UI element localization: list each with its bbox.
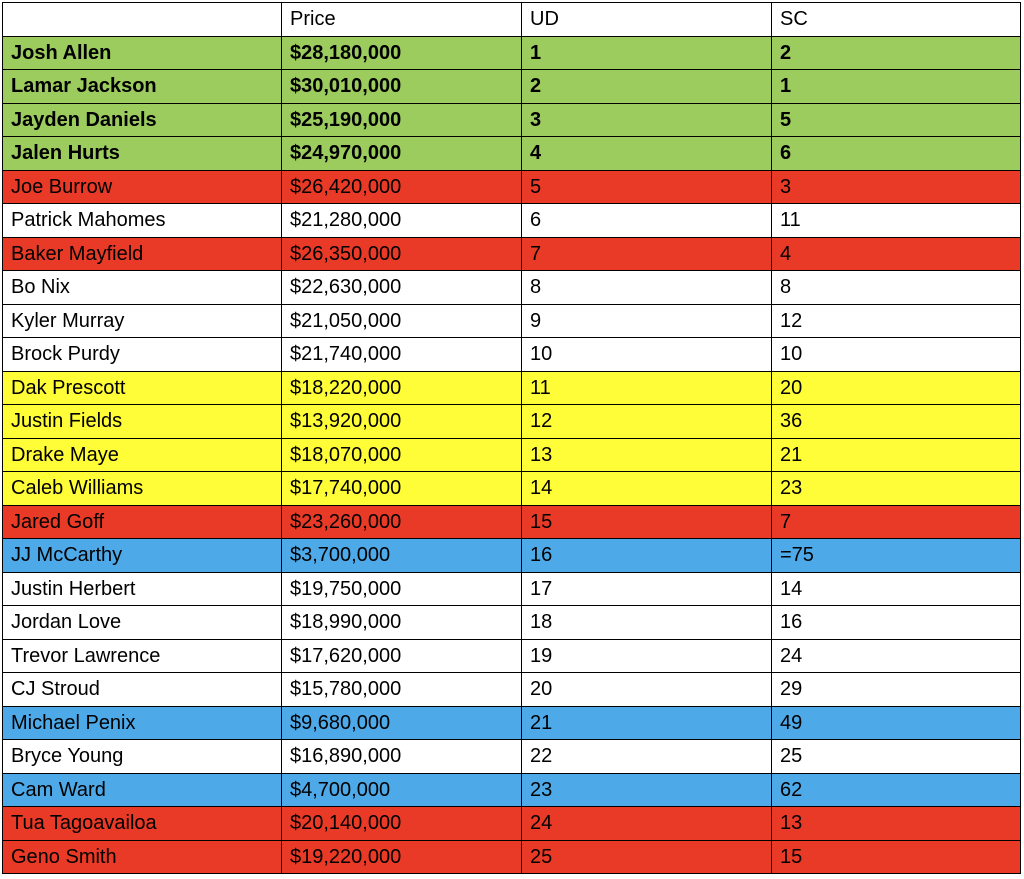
- cell-price[interactable]: $24,970,000: [282, 137, 522, 171]
- cell-sc-rank[interactable]: 16: [772, 606, 1021, 640]
- cell-ud-rank[interactable]: 7: [522, 237, 772, 271]
- cell-ud-rank[interactable]: 15: [522, 505, 772, 539]
- table-row: [3, 438, 1021, 472]
- cell-ud-rank[interactable]: 20: [522, 673, 772, 707]
- qb-price-rank-table: [2, 2, 1021, 874]
- cell-price[interactable]: $17,620,000: [282, 639, 522, 673]
- table-row: [3, 70, 1021, 104]
- cell-player-name[interactable]: Patrick Mahomes: [3, 204, 282, 238]
- table-row: [3, 807, 1021, 841]
- cell-sc-rank[interactable]: 8: [772, 271, 1021, 305]
- table-row: [3, 572, 1021, 606]
- cell-ud-rank[interactable]: 16: [522, 539, 772, 573]
- cell-ud-rank[interactable]: 6: [522, 204, 772, 238]
- cell-price[interactable]: $17,740,000: [282, 472, 522, 506]
- table-row: [3, 371, 1021, 405]
- cell-player-name[interactable]: Jordan Love: [3, 606, 282, 640]
- cell-sc-rank[interactable]: 29: [772, 673, 1021, 707]
- cell-player-name[interactable]: Justin Herbert: [3, 572, 282, 606]
- cell-price[interactable]: $21,740,000: [282, 338, 522, 372]
- cell-sc-rank[interactable]: 6: [772, 137, 1021, 171]
- cell-ud-rank[interactable]: 13: [522, 438, 772, 472]
- cell-sc-rank[interactable]: 11: [772, 204, 1021, 238]
- cell-ud-rank[interactable]: 8: [522, 271, 772, 305]
- cell-sc-rank[interactable]: =75: [772, 539, 1021, 573]
- cell-ud-rank[interactable]: 17: [522, 572, 772, 606]
- cell-sc-rank[interactable]: 15: [772, 840, 1021, 874]
- cell-price[interactable]: $26,420,000: [282, 170, 522, 204]
- cell-price[interactable]: $18,070,000: [282, 438, 522, 472]
- cell-price[interactable]: $18,220,000: [282, 371, 522, 405]
- cell-player-name[interactable]: Justin Fields: [3, 405, 282, 439]
- cell-player-name[interactable]: Jalen Hurts: [3, 137, 282, 171]
- table-row: [3, 840, 1021, 874]
- table-row: [3, 539, 1021, 573]
- table-row: [3, 405, 1021, 439]
- cell-ud-rank[interactable]: 25: [522, 840, 772, 874]
- header-cell-price[interactable]: Price: [282, 3, 522, 37]
- cell-sc-rank[interactable]: 3: [772, 170, 1021, 204]
- cell-price[interactable]: $22,630,000: [282, 271, 522, 305]
- cell-player-name[interactable]: Baker Mayfield: [3, 237, 282, 271]
- cell-player-name[interactable]: Bo Nix: [3, 271, 282, 305]
- header-cell-sc[interactable]: SC: [772, 3, 1021, 37]
- cell-ud-rank[interactable]: 4: [522, 137, 772, 171]
- cell-ud-rank[interactable]: 10: [522, 338, 772, 372]
- cell-ud-rank[interactable]: 2: [522, 70, 772, 104]
- cell-sc-rank[interactable]: 4: [772, 237, 1021, 271]
- cell-player-name[interactable]: Kyler Murray: [3, 304, 282, 338]
- cell-price[interactable]: $4,700,000: [282, 773, 522, 807]
- cell-ud-rank[interactable]: 19: [522, 639, 772, 673]
- table-row: [3, 103, 1021, 137]
- table-row: [3, 237, 1021, 271]
- cell-sc-rank[interactable]: 49: [772, 706, 1021, 740]
- cell-player-name[interactable]: Dak Prescott: [3, 371, 282, 405]
- cell-player-name[interactable]: CJ Stroud: [3, 673, 282, 707]
- table-row: [3, 773, 1021, 807]
- cell-player-name[interactable]: Michael Penix: [3, 706, 282, 740]
- cell-ud-rank[interactable]: 9: [522, 304, 772, 338]
- cell-player-name[interactable]: Lamar Jackson: [3, 70, 282, 104]
- cell-sc-rank[interactable]: 23: [772, 472, 1021, 506]
- cell-ud-rank[interactable]: 5: [522, 170, 772, 204]
- cell-price[interactable]: $23,260,000: [282, 505, 522, 539]
- cell-price[interactable]: $13,920,000: [282, 405, 522, 439]
- cell-player-name[interactable]: Trevor Lawrence: [3, 639, 282, 673]
- cell-price[interactable]: $28,180,000: [282, 36, 522, 70]
- table-row: [3, 505, 1021, 539]
- cell-sc-rank[interactable]: 1: [772, 70, 1021, 104]
- cell-price[interactable]: $16,890,000: [282, 740, 522, 774]
- cell-sc-rank[interactable]: 62: [772, 773, 1021, 807]
- cell-ud-rank[interactable]: 12: [522, 405, 772, 439]
- cell-ud-rank[interactable]: 24: [522, 807, 772, 841]
- cell-price[interactable]: $3,700,000: [282, 539, 522, 573]
- cell-sc-rank[interactable]: 13: [772, 807, 1021, 841]
- table-row: [3, 338, 1021, 372]
- cell-player-name[interactable]: JJ McCarthy: [3, 539, 282, 573]
- cell-price[interactable]: $19,750,000: [282, 572, 522, 606]
- cell-player-name[interactable]: Joe Burrow: [3, 170, 282, 204]
- cell-ud-rank[interactable]: 18: [522, 606, 772, 640]
- table-row: [3, 472, 1021, 506]
- table-row: [3, 606, 1021, 640]
- table-row: [3, 304, 1021, 338]
- cell-player-name[interactable]: Geno Smith: [3, 840, 282, 874]
- cell-player-name[interactable]: Brock Purdy: [3, 338, 282, 372]
- cell-price[interactable]: $19,220,000: [282, 840, 522, 874]
- table-row: [3, 204, 1021, 238]
- cell-player-name[interactable]: Jared Goff: [3, 505, 282, 539]
- cell-sc-rank[interactable]: 20: [772, 371, 1021, 405]
- cell-player-name[interactable]: Caleb Williams: [3, 472, 282, 506]
- cell-price[interactable]: $25,190,000: [282, 103, 522, 137]
- cell-ud-rank[interactable]: 21: [522, 706, 772, 740]
- cell-player-name[interactable]: Jayden Daniels: [3, 103, 282, 137]
- table-row: [3, 740, 1021, 774]
- cell-ud-rank[interactable]: 22: [522, 740, 772, 774]
- cell-sc-rank[interactable]: 12: [772, 304, 1021, 338]
- cell-price[interactable]: $18,990,000: [282, 606, 522, 640]
- cell-sc-rank[interactable]: 10: [772, 338, 1021, 372]
- cell-sc-rank[interactable]: 25: [772, 740, 1021, 774]
- table-row: [3, 639, 1021, 673]
- cell-ud-rank[interactable]: 14: [522, 472, 772, 506]
- cell-price[interactable]: $21,280,000: [282, 204, 522, 238]
- table-row: [3, 170, 1021, 204]
- cell-sc-rank[interactable]: 7: [772, 505, 1021, 539]
- cell-player-name[interactable]: Cam Ward: [3, 773, 282, 807]
- table-row: [3, 137, 1021, 171]
- header-cell-ud[interactable]: UD: [522, 3, 772, 37]
- cell-ud-rank[interactable]: 23: [522, 773, 772, 807]
- header-cell-name[interactable]: [3, 3, 282, 37]
- cell-price[interactable]: $30,010,000: [282, 70, 522, 104]
- cell-price[interactable]: $9,680,000: [282, 706, 522, 740]
- cell-player-name[interactable]: Josh Allen: [3, 36, 282, 70]
- cell-price[interactable]: $15,780,000: [282, 673, 522, 707]
- cell-player-name[interactable]: Drake Maye: [3, 438, 282, 472]
- cell-sc-rank[interactable]: 21: [772, 438, 1021, 472]
- header-row: [3, 3, 1021, 37]
- cell-ud-rank[interactable]: 11: [522, 371, 772, 405]
- cell-price[interactable]: $20,140,000: [282, 807, 522, 841]
- cell-price[interactable]: $21,050,000: [282, 304, 522, 338]
- cell-player-name[interactable]: Bryce Young: [3, 740, 282, 774]
- table-row: [3, 36, 1021, 70]
- cell-player-name[interactable]: Tua Tagoavailoa: [3, 807, 282, 841]
- table-row: [3, 271, 1021, 305]
- cell-ud-rank[interactable]: 1: [522, 36, 772, 70]
- cell-sc-rank[interactable]: 5: [772, 103, 1021, 137]
- cell-sc-rank[interactable]: 2: [772, 36, 1021, 70]
- table-body: [3, 3, 1021, 874]
- cell-sc-rank[interactable]: 36: [772, 405, 1021, 439]
- table-row: [3, 673, 1021, 707]
- table-row: [3, 706, 1021, 740]
- cell-sc-rank[interactable]: 24: [772, 639, 1021, 673]
- cell-price[interactable]: $26,350,000: [282, 237, 522, 271]
- cell-sc-rank[interactable]: 14: [772, 572, 1021, 606]
- cell-ud-rank[interactable]: 3: [522, 103, 772, 137]
